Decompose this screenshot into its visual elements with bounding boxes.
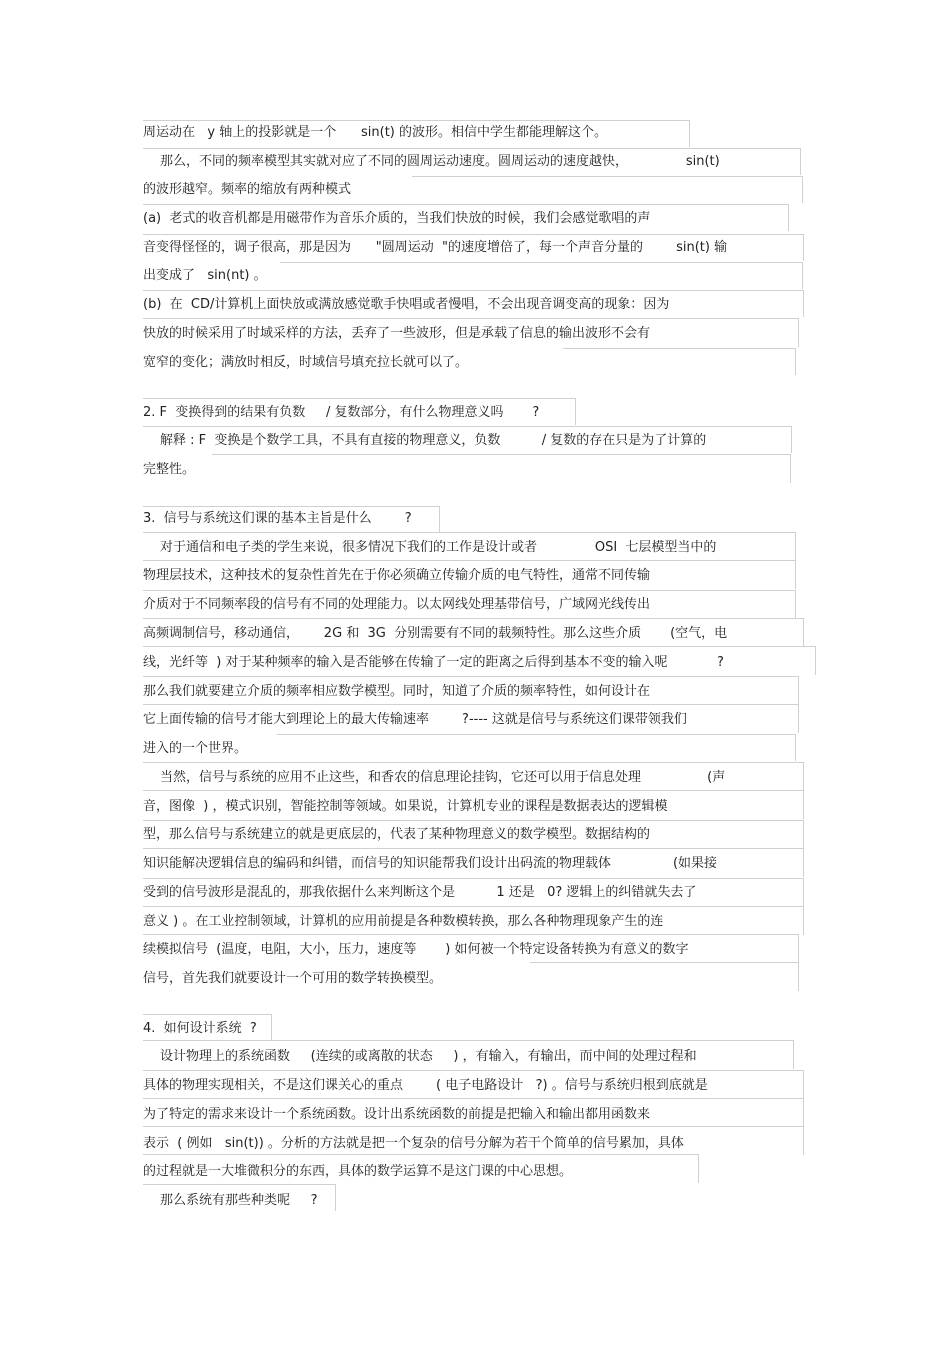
- text-line: 信号，首先我们就要设计一个可用的数学转换模型。: [143, 971, 443, 986]
- text-line: 当然，信号与系统的应用不止这些，和香农的信息理论挂钩，它还可以用于信息处理 (声: [160, 770, 726, 785]
- text-line: 完整性。: [143, 462, 196, 477]
- text-line: 宽窄的变化；满放时相反，时域信号填充拉长就可以了。: [143, 355, 469, 370]
- text-line: 具体的物理实现相关，不是这们课关心的重点 ( 电子电路设计 ?) 。信号与系统归根到底就是: [143, 1078, 708, 1093]
- text-line: 为了特定的需求来设计一个系统函数。设计出系统函数的前提是把输入和输出都用函数来: [143, 1107, 651, 1122]
- text-line: 的过程就是一大堆微积分的东西，具体的数学运算不是这门课的中心思想。: [143, 1164, 573, 1179]
- scan-box: [277, 734, 796, 761]
- text-line: (a) 老式的收音机都是用磁带作为音乐介质的，当我们快放的时候，我们会感觉歌唱的声: [143, 211, 651, 226]
- text-line: 那么，不同的频率模型其实就对应了不同的圆周运动速度。圆周运动的速度越快， sin(t): [160, 154, 720, 169]
- text-line: 那么系统有那些种类呢 ?: [160, 1193, 318, 1208]
- scan-box: [280, 262, 803, 289]
- text-line: 周运动在 y 轴上的投影就是一个 sin(t) 的波形。相信中学生都能理解这个。: [143, 125, 608, 140]
- text-line: 知识能解决逻辑信息的编码和纠错，而信号的知识能帮我们设计出码流的物理载体 (如果接: [143, 856, 718, 871]
- text-line: 解释 : F 变换是个数学工具，不具有直接的物理意义，负数 / 复数的存在只是为了计算的: [160, 433, 707, 448]
- text-line: 受到的信号波形是混乱的，那我依据什么来判断这个是 1 还是 0? 逻辑上的纠错就失去了: [143, 885, 697, 900]
- text-line: 续模拟信号 (温度，电阻，大小，压力，速度等 ) 如何被一个特定设备转换为有意义的数字: [143, 942, 689, 957]
- text-line: 对于通信和电子类的学生来说，很多情况下我们的工作是设计或者 OSI 七层模型当中的: [160, 540, 717, 555]
- text-line: 音变得怪怪的，调子很高，那是因为 "圆周运动 "的速度增倍了，每一个声音分量的 sin(t) 输: [143, 240, 728, 255]
- scan-box: [212, 454, 791, 483]
- text-line: 那么我们就要建立介质的频率相应数学模型。同时，知道了介质的频率特性，如何设计在: [143, 684, 651, 699]
- text-line: 介质对于不同频率段的信号有不同的处理能力。以太网线处理基带信号，广域网光线传出: [143, 597, 651, 612]
- text-line: 出变成了 sin(nt) 。: [143, 268, 267, 283]
- section-heading: 4. 如何设计系统 ?: [143, 1021, 257, 1036]
- text-line: 型，那么信号与系统建立的就是更底层的，代表了某种物理意义的数学模型。数据结构的: [143, 827, 651, 842]
- scan-box: [412, 176, 803, 203]
- scan-box: [563, 348, 796, 375]
- text-line: 高频调制信号，移动通信， 2G 和 3G 分别需要有不同的载频特性。那么这些介质 (空气，电: [143, 626, 728, 641]
- section-heading: 2. F 变换得到的结果有负数 / 复数部分，有什么物理意义吗 ?: [143, 405, 540, 420]
- text-line: 设计物理上的系统函数 (连续的或离散的状态 ) ，有输入，有输出，而中间的处理过程和: [160, 1049, 697, 1064]
- text-line: 的波形越窄。频率的缩放有两种模式: [143, 182, 352, 197]
- text-line: 它上面传输的信号才能大到理论上的最大传输速率 ?---- 这就是信号与系统这们课带领我们: [143, 712, 687, 727]
- text-line: 线，光纤等 ) 对于某种频率的输入是否能够在传输了一定的距离之后得到基本不变的输入呢 ?: [143, 655, 724, 670]
- text-line: 表示 ( 例如 sin(t)) 。分析的方法就是把一个复杂的信号分解为若干个简单的信号累加，具体: [143, 1136, 684, 1151]
- text-line: 物理层技术，这种技术的复杂性首先在于你必须确立传输介质的电气特性，通常不同传输: [143, 568, 651, 583]
- text-line: (b) 在 CD/计算机上面快放或满放感觉歌手快唱或者慢唱，不会出现音调变高的现象：因为: [143, 297, 670, 312]
- text-line: 进入的一个世界。: [143, 741, 248, 756]
- text-line: 音，图像 ) ，模式识别，智能控制等领域。如果说，计算机专业的课程是数据表达的逻辑模: [143, 799, 668, 814]
- scan-box: [530, 962, 799, 991]
- text-line: 快放的时候采用了时域采样的方法，丢弃了一些波形，但是承载了信息的输出波形不会有: [143, 326, 651, 341]
- section-heading: 3. 信号与系统这们课的基本主旨是什么 ?: [143, 511, 412, 526]
- text-line: 意义 ) 。在工业控制领域，计算机的应用前提是各种数模转换，那么各种物理现象产生的连: [143, 914, 664, 929]
